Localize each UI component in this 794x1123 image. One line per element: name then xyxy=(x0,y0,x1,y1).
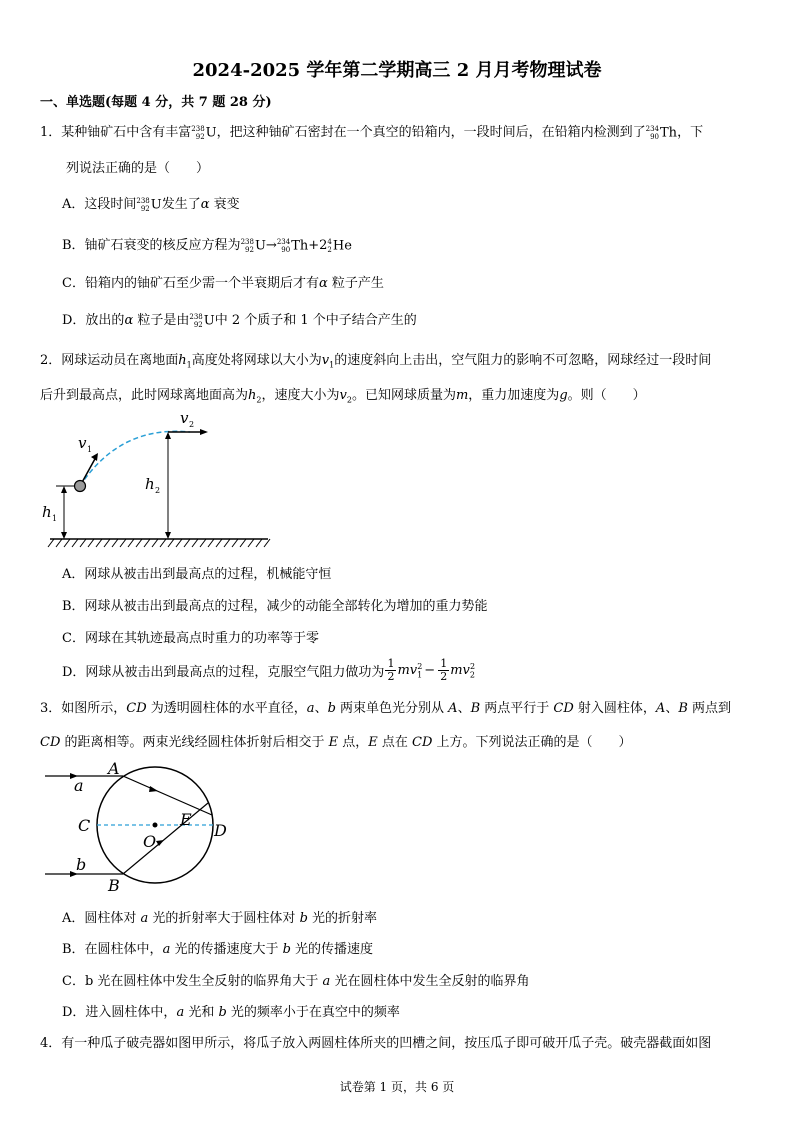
q3-figure-cylinder xyxy=(40,755,240,895)
v1-label: v xyxy=(78,434,87,452)
svg-text:1: 1 xyxy=(52,514,58,523)
q3-option-b: B．在圆柱体中，a 光的传播速度大于 b 光的传播速度 xyxy=(62,942,374,957)
q1-text: 1．某种铀矿石中含有丰富 xyxy=(40,125,192,140)
th234-nuclide: 234 90 Th xyxy=(645,124,678,141)
point-a-label: A xyxy=(108,759,120,778)
ground-hatching xyxy=(48,539,270,547)
q1-option-b: B．铀矿石衰变的核反应方程为 238 92 U→ 234 90 Th+2 4 2 He xyxy=(62,237,352,254)
point-e-label: E xyxy=(180,810,192,829)
section-heading: 一、单选题(每题 4 分，共 7 题 28 分) xyxy=(40,95,272,110)
q2-stem-line2: 后升到最高点，此时网球离地面高为$h_2$，速度大小为$v_2$。已知网球质量为m，重力加速度为g。则（ ） xyxy=(40,388,646,405)
page-title: 2024-2025 学年第二学期高三 2 月月考物理试卷 xyxy=(192,60,602,81)
q3-option-a: A．圆柱体对 a 光的折射率大于圆柱体对 b 光的折射率 xyxy=(62,911,378,926)
center-o-label: O xyxy=(143,832,157,851)
q1-option-d: D．放出的α 粒子是由 238 92 U中 2 个质子和 1 个中子结合产生的 xyxy=(62,312,417,329)
svg-text:1: 1 xyxy=(87,445,93,454)
q1-text-2: ，把这种铀矿石密封在一个真空的铅箱内，一段时间后，在铅箱内检测到了 xyxy=(216,125,646,140)
q1-stem-line2: 列说法正确的是（ ） xyxy=(66,161,210,176)
q2-option-b: B．网球从被击出到最高点的过程，减少的动能全部转化为增加的重力势能 xyxy=(62,599,488,614)
q2-stem-line1: 2．网球运动员在离地面$h_1$高度处将网球以大小为$v_1$的速度斜向上击出，空气阻力的影响不可忽略，网球经过一段时间 xyxy=(40,353,712,370)
q2-option-d: D．网球从被击出到最高点的过程，克服空气阻力做功为 $\frac{1}{2}$ $mv_1^2$ − $\frac{1}{2}$ $mv_2^2$ xyxy=(62,657,476,683)
h2-label: h xyxy=(145,475,155,493)
q1-option-c: C．铅箱内的铀矿石至少需一个半衰期后才有α 粒子产生 xyxy=(62,276,384,291)
tennis-ball xyxy=(75,481,86,492)
point-c-label: C xyxy=(78,816,91,835)
center-point xyxy=(153,823,158,828)
u238-nuclide: 238 92 U xyxy=(191,124,217,141)
ray-a-label: a xyxy=(74,776,84,795)
page-footer: 试卷第 1 页，共 6 页 xyxy=(339,1080,455,1094)
q2-option-c: C．网球在其轨迹最高点时重力的功率等于零 xyxy=(62,631,319,646)
ray-a-refracted xyxy=(123,776,212,815)
q3-option-d: D．进入圆柱体中，a 光和 b 光的频率小于在真空中的频率 xyxy=(62,1005,400,1020)
h1-label: h xyxy=(42,503,52,521)
svg-text:2: 2 xyxy=(155,486,161,495)
v2-label: v xyxy=(180,409,189,427)
q3-stem-line2: CD 的距离相等。两束光线经圆柱体折射后相交于 E 点，E 点在 CD 上方。下列说法正确的是（ ） xyxy=(40,735,632,750)
point-b-label: B xyxy=(108,876,120,895)
q3-option-c: C．b 光在圆柱体中发生全反射的临界角大于 a 光在圆柱体中发生全反射的临界角 xyxy=(62,974,530,989)
ray-b-refracted xyxy=(123,803,208,874)
q1-stem-line1: 1．某种铀矿石中含有丰富 238 92 U，把这种铀矿石密封在一个真空的铅箱内，一段时间后，在铅箱内检测到了 234 90 Th，下 xyxy=(40,124,704,141)
q2-option-a: A．网球从被击出到最高点的过程，机械能守恒 xyxy=(62,567,332,582)
q4-stem-line1: 4．有一种瓜子破壳器如图甲所示，将瓜子放入两圆柱体所夹的凹槽之间，按压瓜子即可破开瓜子壳。破壳器截面如图 xyxy=(40,1036,712,1051)
q3-stem-line1: 3．如图所示，CD 为透明圆柱体的水平直径，a、b 两束单色光分别从 A、B 两点平行于 CD 射入圆柱体，A、B 两点到 xyxy=(40,701,732,716)
q1-option-a: A．这段时间 238 92 U发生了α 衰变 xyxy=(62,196,240,213)
point-d-label: D xyxy=(214,821,227,840)
ray-b-label: b xyxy=(76,855,87,874)
q2-figure-tennis-trajectory xyxy=(40,405,280,555)
svg-text:2: 2 xyxy=(189,420,195,429)
